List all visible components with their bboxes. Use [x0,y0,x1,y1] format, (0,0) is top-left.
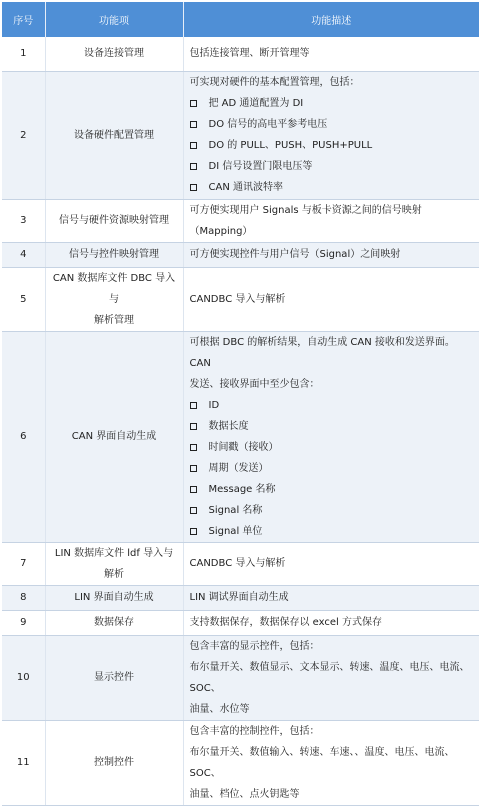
header-description: 功能描述 [183,2,479,37]
feature-name-cell [45,720,183,805]
description-line: CANDBC 导入与解析 [189,293,286,305]
description-line: 可方便实现用户 Signals 与板卡资源之间的信号映射（Mapping） [189,204,422,237]
bullet-text: CAN 通讯波特率 [208,182,283,193]
description-line: 可根据 DBC 的解析结果，自动生成 CAN 接收和发送界面。CAN [189,336,455,369]
feature-name: CAN 界面自动生成 [71,431,157,442]
description-line: 发送、接收界面中至少包含： [189,378,320,390]
feature-description-cell [183,720,479,805]
table-row [2,331,479,542]
feature-name: 显示控件 [94,672,134,683]
bullet-text: DO 信号的高电平参考电压 [208,119,328,130]
checkbox-bullet-icon [190,486,197,493]
description-line: LIN 调试界面自动生成 [189,592,289,603]
header-num: 序号 [2,2,45,37]
feature-name: 信号与控件映射管理 [69,249,159,260]
feature-name-cell [45,331,183,542]
bullet-text: 周期（发送） [208,462,269,474]
description-line: 油量、档位、点火钥匙等 [189,788,300,800]
bullet-text: 时间戳（接收） [208,441,279,453]
feature-name-cell [45,267,183,331]
bullet-text: Signal 单位 [208,525,263,537]
feature-name: 信号与硬件资源映射管理 [59,215,169,226]
feature-table [2,2,479,806]
feature-name: 解析管理 [94,314,134,326]
row-number: 9 [2,610,45,635]
feature-name: 设备硬件配置管理 [74,129,154,141]
table-row [2,267,479,331]
bullet-text: 把 AD 通道配置为 DI [208,98,304,109]
bullet-text: Signal 名称 [208,504,263,516]
row-number: 1 [2,37,45,71]
table-row [2,199,479,242]
bullet-item [190,395,475,416]
row-number: 6 [2,331,45,542]
feature-name-cell [45,242,183,267]
feature-description-cell [183,242,479,267]
table-row [2,635,479,720]
description-line: 可实现对硬件的基本配置管理，包括： [189,77,360,88]
feature-name: CAN 数据库文件 DBC 导入与 [52,272,176,305]
checkbox-bullet-icon [190,163,197,170]
description-line: 油量、水位等 [189,703,250,715]
row-number: 8 [2,585,45,610]
table-body [2,37,479,805]
bullet-item [190,521,475,542]
description-line: 包含丰富的显示控件，包括： [189,640,320,652]
row-number: 2 [2,71,45,199]
description-line: 支持数据保存，数据保存以 excel 方式保存 [189,617,383,628]
feature-description-cell [183,331,479,542]
description-line: 包含丰富的控制控件，包括： [189,725,320,737]
table-row [2,542,479,585]
feature-name-cell [45,37,183,71]
checkbox-bullet-icon [190,184,197,191]
bullet-item [190,177,475,198]
row-number: 3 [2,199,45,242]
table-row [2,71,479,199]
row-number: 10 [2,635,45,720]
bullet-item [190,416,475,437]
checkbox-bullet-icon [190,121,197,128]
row-number: 7 [2,542,45,585]
feature-name: 设备连接管理 [84,48,144,60]
bullet-item [190,93,475,114]
feature-description-cell [183,585,479,610]
feature-name: 控制控件 [94,757,134,768]
bullet-item [190,437,475,458]
bullet-item [190,135,475,156]
feature-name-cell [45,542,183,585]
row-number: 5 [2,267,45,331]
checkbox-bullet-icon [190,507,197,514]
bullet-text: Message 名称 [208,483,276,495]
table-row [2,242,479,267]
feature-name-cell [45,610,183,635]
bullet-item [190,156,475,177]
bullet-item [190,479,475,500]
bullet-item [190,114,475,135]
feature-name-cell [45,585,183,610]
description-line: 包括连接管理、断开管理等 [189,48,310,60]
feature-description-cell [183,199,479,242]
feature-name: LIN 数据库文件 ldf 导入与解析 [54,547,174,580]
feature-name-cell [45,199,183,242]
feature-description-cell [183,635,479,720]
bullet-text: ID [208,399,220,411]
description-line: 可方便实现控件与用户信号（Signal）之间映射 [189,249,401,260]
table-row [2,37,479,71]
checkbox-bullet-icon [190,423,197,430]
bullet-item [190,500,475,521]
checkbox-bullet-icon [190,528,197,535]
feature-table-container [2,2,479,806]
description-line: CANDBC 导入与解析 [189,558,286,569]
feature-name: 数据保存 [94,617,134,628]
checkbox-bullet-icon [190,402,197,409]
feature-name-cell [45,635,183,720]
feature-name: LIN 界面自动生成 [74,592,154,603]
feature-description-cell [183,267,479,331]
table-row [2,610,479,635]
feature-description-cell [183,542,479,585]
description-line: 布尔量开关、数值输入、转速、车速、、温度、电压、电流、SOC、 [189,746,455,779]
feature-description-cell [183,610,479,635]
row-number: 11 [2,720,45,805]
checkbox-bullet-icon [190,444,197,451]
table-row [2,585,479,610]
header-feature: 功能项 [45,2,183,37]
feature-description-cell [183,37,479,71]
bullet-text: DI 信号设置门限电压等 [208,161,313,172]
feature-name-cell [45,71,183,199]
row-number: 4 [2,242,45,267]
table-row [2,720,479,805]
bullet-text: 数据长度 [208,420,249,432]
feature-description-cell [183,71,479,199]
checkbox-bullet-icon [190,100,197,107]
bullet-text: DO 的 PULL、PUSH、PUSH+PULL [208,140,373,151]
header-row [2,2,479,37]
checkbox-bullet-icon [190,142,197,149]
bullet-item [190,458,475,479]
description-line: 布尔量开关、数值显示、文本显示、转速、温度、电压、电流、SOC、 [189,661,470,694]
checkbox-bullet-icon [190,465,197,472]
